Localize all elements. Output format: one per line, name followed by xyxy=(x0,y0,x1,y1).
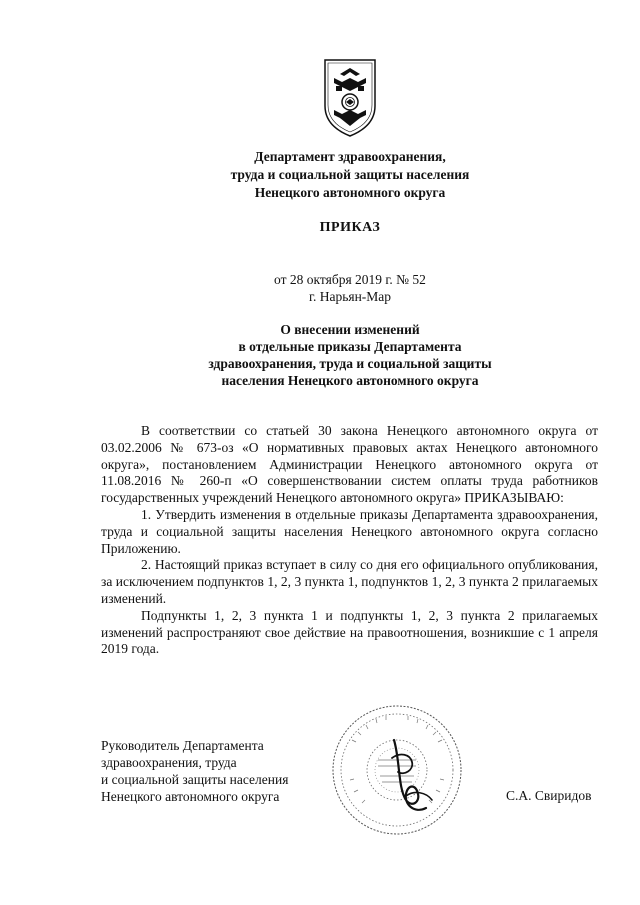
order-date: от 28 октября 2019 г. № 52 xyxy=(274,272,426,287)
order-subject xyxy=(0,321,640,389)
order-date-block xyxy=(0,271,640,305)
department-line: труда и социальной защиты населения xyxy=(230,167,470,182)
subject-line: населения Ненецкого автономного округа xyxy=(221,373,479,388)
signature-line: Ненецкого автономного округа xyxy=(101,789,280,804)
order-body xyxy=(101,423,598,658)
body-paragraph: 2. Настоящий приказ вступает в силу со дня его официального опубликования, за исключением подпунктов 1, 2, 3 пункта 1, подпунктов 1, 2, 3 пункта 2 прилагаемых изменений. xyxy=(101,557,598,606)
department-heading xyxy=(0,148,640,202)
department-line: Ненецкого автономного округа xyxy=(254,185,446,200)
body-paragraph: В соответствии со статьей 30 закона Ненецкого автономного округа от 03.02.2006 № 673-оз «О нормативных правовых актах Ненецкого автономного округа», постановлением Администрации Ненецкого автономного округа от 11.08.2016 № 260-п «О совершенствовании систем оплаты труда работников государственных учреждений Ненецкого автономного округа» ПРИКАЗЫВАЮ: xyxy=(101,423,598,506)
signature-line: Руководитель Департамента xyxy=(101,738,264,753)
subject-line: в отдельные приказы Департамента xyxy=(238,339,462,354)
official-stamp-icon xyxy=(322,700,472,840)
subject-line: О внесении изменений xyxy=(280,322,420,337)
order-city: г. Нарьян-Мар xyxy=(308,289,392,304)
body-paragraph: 1. Утвердить изменения в отдельные приказы Департамента здравоохранения, труда и социальной защиты населения Ненецкого автономного округа согласно Приложению. xyxy=(101,506,598,556)
department-line: Департамент здравоохранения, xyxy=(254,149,446,164)
signature-line: здравоохранения, труда xyxy=(101,755,237,770)
subject-line: здравоохранения, труда и социальной защиты xyxy=(208,356,492,371)
body-paragraph: Подпункты 1, 2, 3 пункта 1 и подпункты 1, 2, 3 пункта 2 прилагаемых изменений распространяют свое действие на правоотношения, возникшие с 1 апреля 2019 года. xyxy=(101,607,598,657)
order-title: ПРИКАЗ xyxy=(319,220,381,235)
signature-line: и социальной защиты населения xyxy=(101,772,289,787)
signature-position xyxy=(101,737,288,805)
coat-of-arms-icon xyxy=(322,58,378,138)
signer-name: С.А. Свиридов xyxy=(506,788,592,803)
